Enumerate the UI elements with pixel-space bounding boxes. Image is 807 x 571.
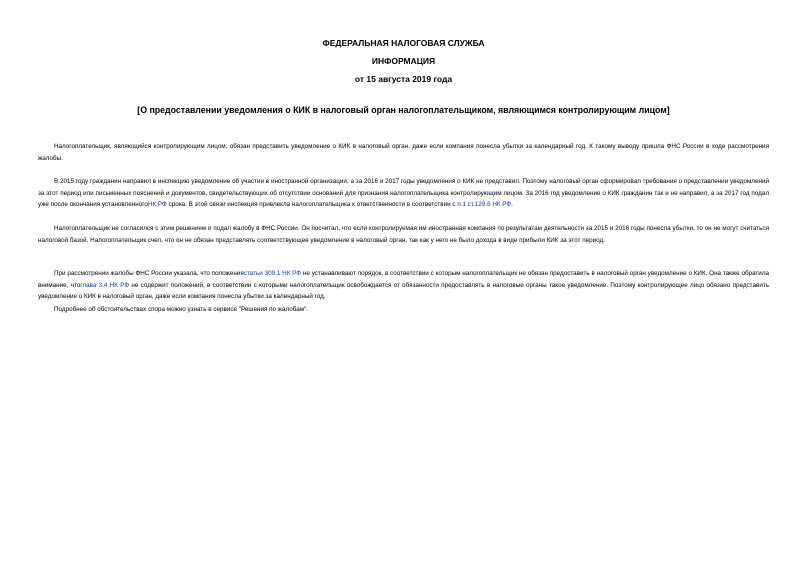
paragraph-4-text-a: При рассмотрении жалобы ФНС России указала, что положения (54, 270, 244, 277)
nk-rf-link[interactable]: НК РФ (147, 201, 167, 209)
paragraph-2-text-a: В 2015 году гражданин направил в инспекцию уведомление об участии в иностранной организации, а за 2016 и 2017 годы уведомления о КИК не представил. Поэтому налоговый орган сформировал требования о представлении уведомлений за этот период или письменных пояснений и документов, свидетельствующих об отсутствии оснований для признания налогоплательщика контролирующим лицом. За 2016 год уведомление о КИК гражданин так и не направил, а за 2017 год подал уже после окончания установленного (38, 178, 769, 209)
paragraph-4 (38, 268, 769, 303)
doc-date-heading: от 15 августа 2019 года (354, 74, 453, 84)
document-title: [О предоставлении уведомления о КИК в налоговый орган налогоплательщиком, являющимся контролирующим лицом] (137, 105, 670, 115)
paragraph-1: Налогоплательщик, являющийся контролирующим лицом, обязан представить уведомление о КИК в налоговый орган, даже если компания понесла убытки за календарный год. К такому выводу пришла ФНС России в ходе рассмотрения жалобы. (38, 143, 769, 162)
paragraph-5: Подробнее об обстоятельствах спора можно узнать в сервисе "Решения по жалобам". (54, 306, 309, 313)
doc-type-heading: ИНФОРМАЦИЯ (371, 56, 436, 66)
article-309-1-link[interactable]: статьи 309.1 НК РФ (243, 270, 302, 277)
paragraph-2-text-b: срока. В этой связи инспекция привлекла налогоплательщика к ответственности в соответствии с (166, 201, 458, 209)
paragraph-2 (38, 176, 769, 211)
chapter-3-4-link[interactable]: глава 3.4 НК РФ (80, 281, 130, 289)
agency-heading: ФЕДЕРАЛЬНАЯ НАЛОГОВАЯ СЛУЖБА (322, 38, 485, 48)
paragraph-3: Налогоплательщик не согласился с этим решением и подал жалобу в ФНС России. Он посчитал, что если контролируемая им иностранная компания по результатам деятельности за 2015 и 2016 годы понесла убытки, то он не могут считаться налоговой базой. Налогоплательщик счел, что он не обязан представлять соответствующее уведомление в налоговый орган, так как у него не было дохода в виде прибыли КИК за этот период. (38, 225, 769, 244)
article-129-6-link[interactable]: п.1 ст.129.6 НК РФ (457, 201, 512, 209)
paragraph-2-text-c: . (511, 201, 513, 209)
paragraph-4-text-c: не содержит положений, в соответствии с которыми налогоплательщик освобождается от обязанности предоставлять в налоговые органы такое уведомление. Поэтому контролирующее лицо обязано представить уведомление о КИК в налоговый орган, даже если компания понесла убытки за календарный год. (38, 281, 770, 301)
paragraph-4-text-b: не устанавливают порядок, в соответствии с которым налогоплательщик не обязан предоставить в налоговый орган уведомление о КИК. Она также обратила внимание, что (38, 270, 770, 289)
